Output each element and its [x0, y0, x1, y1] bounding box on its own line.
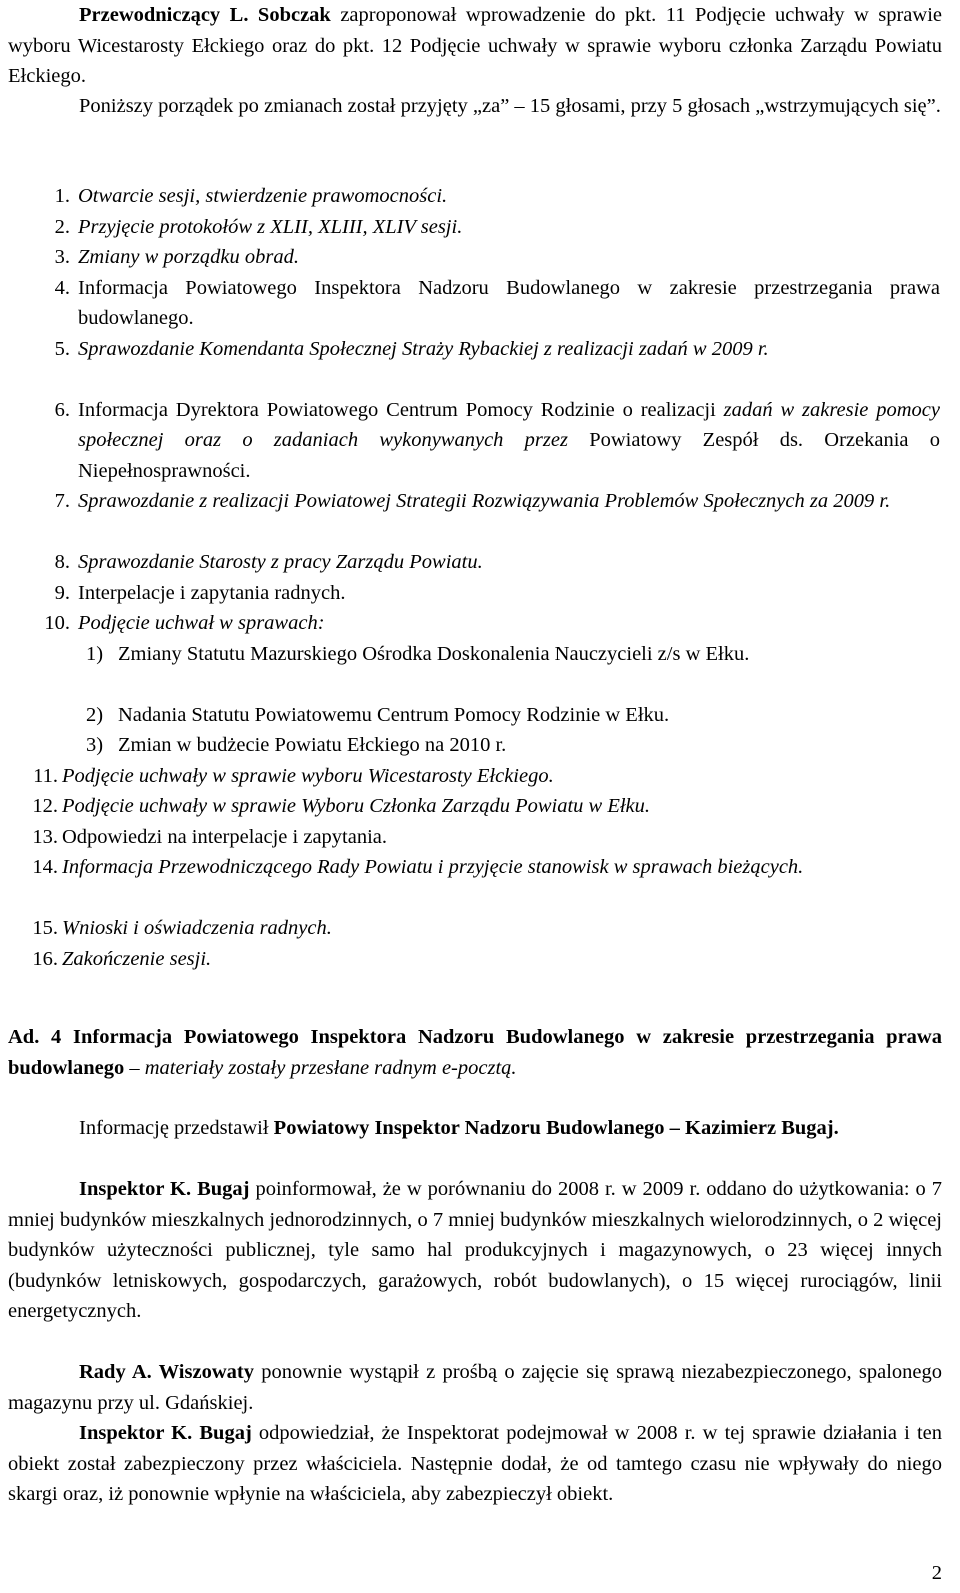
agenda-item-number: 16.: [32, 947, 58, 970]
agenda-item-text: Otwarcie sesji, stwierdzenie prawomocności.: [78, 185, 448, 207]
agenda-item: [0, 395, 942, 487]
agenda-item-text: [78, 395, 940, 487]
agenda-item-text: Podjęcie uchwał w sprawach:: [78, 612, 325, 634]
agenda-item: [0, 273, 942, 334]
speaker-sobczak: Przewodniczący L. Sobczak: [79, 4, 331, 26]
ad4-note: materiały zostały przesłane radnym e-pocztą.: [144, 1056, 517, 1079]
agenda-subitem-number: 1): [86, 642, 104, 665]
agenda-item: [0, 608, 942, 761]
wiszowaty-paragraph: [8, 1357, 942, 1418]
agenda-item-text: Informacja Powiatowego Inspektora Nadzoru Budowlanego w zakresie przestrzegania prawa budowlanego.: [78, 276, 940, 329]
presenter-lead: Informację przedstawił: [79, 1117, 274, 1139]
agenda-subitem-text: Nadania Statutu Powiatowemu Centrum Pomocy Rodzinie w Ełku.: [118, 703, 670, 726]
agenda-item-number: 10.: [44, 612, 70, 634]
agenda-item-number: 5.: [54, 337, 70, 360]
agenda-item-text: Zakończenie sesji.: [62, 947, 212, 970]
agenda-subitem: [86, 639, 940, 700]
agenda-item: [0, 944, 942, 975]
agenda-item-number: 2.: [54, 215, 70, 238]
bugaj-paragraph-2: [8, 1418, 942, 1510]
speaker-bugaj: Inspektor K. Bugaj: [79, 1422, 252, 1444]
ad4-dash: –: [124, 1056, 145, 1079]
agenda-item: [0, 181, 942, 212]
agenda-item-number: 14.: [32, 856, 58, 878]
agenda-item: [0, 547, 942, 578]
agenda-item: [0, 761, 942, 792]
page-number: 2: [931, 1562, 942, 1584]
agenda-item-text: Wnioski i oświadczenia radnych.: [62, 917, 332, 939]
agenda-item-text: Przyjęcie protokołów z XLII, XLIII, XLIV sesji.: [78, 215, 463, 238]
agenda-item-number: 6.: [54, 398, 70, 421]
wiszowaty-paragraph-text: ponownie wystąpił z prośbą o zajęcie się sprawą niezabezpieczonego, spalonego magazynu przy ul. Gdańskiej.: [8, 1361, 943, 1414]
speaker-wiszowaty: Rady A. Wiszowaty: [79, 1361, 254, 1383]
agenda-item-number: 7.: [54, 490, 70, 512]
agenda-item-text: Informacja Przewodniczącego Rady Powiatu i przyjęcie stanowisk w sprawach bieżących.: [62, 856, 804, 878]
bugaj-paragraph-2-text: odpowiedział, że Inspektorat podejmował w 2008 r. w tej sprawie działania i ten obiekt został zabezpieczony przez właściciela. Następnie dodał, że od tamtego czasu nie wpływały do niego skargi oraz, iż ponownie wpłynie na właściciela, aby zabezpieczył obiekt.: [8, 1422, 942, 1505]
agenda-subitem: [86, 700, 940, 731]
ad4-heading: Ad. 4 Informacja Powiatowego Inspektora Nadzoru Budowlanego w zakresie przestrzegania prawa budowlanego: [8, 1026, 942, 1079]
agenda-item-number: 11.: [33, 764, 58, 787]
agenda-item-number: 9.: [54, 581, 70, 604]
agenda-item-number: 3.: [54, 246, 70, 268]
agenda-item-text-part: Informacja Dyrektora Powiatowego Centrum Pomocy Rodzinie o realizacji: [78, 398, 716, 421]
agenda-item-number: 12.: [32, 795, 58, 817]
agenda-item-text-part: Powiatowy Zespół ds. Orzekania o Niepełnosprawności.: [78, 429, 941, 482]
agenda-item: [0, 822, 942, 853]
agenda-item-number: 8.: [54, 551, 70, 573]
agenda-item-text: Podjęcie uchwały w sprawie wyboru Wicestarosty Ełckiego.: [62, 764, 554, 787]
agenda-item-text: Interpelacje i zapytania radnych.: [78, 581, 346, 604]
agenda-item-text: Odpowiedzi na interpelacje i zapytania.: [62, 825, 388, 848]
presenter-paragraph: [8, 1113, 942, 1144]
bugaj-paragraph-1-text: poinformował, że w porównaniu do 2008 r. w 2009 r. oddano do użytkowania: o 7 mniej budynków mieszkalnych jednorodzinnych, o 7 mniej budynków mieszkalnych wielorodzinnych, o 2 więcej budynków użyteczności publicznej, tyle samo hal produkcyjnych i magazynowych, o 23 więcej innych (budynków letniskowych, gospodarczych, garażowych, robót budowlanych), o 15 więcej rurociągów, linii energetycznych.: [8, 1178, 942, 1322]
agenda-item-number: 1.: [54, 185, 70, 207]
intro-paragraph-1-text: zaproponował wprowadzenie do pkt. 11 Podjęcie uchwały w sprawie wyboru Wicestarosty Ełckiego oraz do pkt. 12 Podjęcie uchwały w sprawie wyboru członka Zarządu Powiatu Ełckiego.: [8, 4, 942, 87]
presenter-name: Powiatowy Inspektor Nadzoru Budowlanego – Kazimierz Bugaj.: [273, 1117, 839, 1139]
intro-paragraph-2: Poniższy porządek po zmianach został przyjęty „za” – 15 głosami, przy 5 głosach „wstrzymujących się”.: [79, 95, 941, 117]
agenda-item-text: Sprawozdanie Komendanta Społecznej Straży Rybackiej z realizacji zadań w 2009 r.: [78, 337, 769, 360]
agenda-list: [0, 181, 942, 974]
agenda-subitem-text: Zmian w budżecie Powiatu Ełckiego na 2010 r.: [118, 734, 507, 756]
agenda-subitem: [86, 730, 940, 761]
agenda-subitem-text: Zmiany Statutu Mazurskiego Ośrodka Doskonalenia Nauczycieli z/s w Ełku.: [118, 642, 750, 665]
agenda-item: [0, 486, 942, 547]
agenda-item-number: 13.: [32, 825, 58, 848]
agenda-item-text: Sprawozdanie z realizacji Powiatowej Strategii Rozwiązywania Problemów Społecznych za 2009 r.: [78, 490, 891, 512]
intro-paragraph-1: [8, 0, 942, 92]
agenda-item: [0, 212, 942, 243]
agenda-item: [0, 913, 942, 944]
speaker-bugaj: Inspektor K. Bugaj: [79, 1178, 250, 1200]
agenda-subitem-number: 3): [86, 734, 104, 756]
agenda-item: [0, 334, 942, 395]
agenda-item-text: Zmiany w porządku obrad.: [78, 246, 299, 268]
agenda-item: [0, 242, 942, 273]
agenda-item-text: Sprawozdanie Starosty z pracy Zarządu Powiatu.: [78, 551, 483, 573]
agenda-item: [0, 578, 942, 609]
agenda-item: [0, 852, 942, 913]
agenda-subitem-number: 2): [86, 703, 104, 726]
ad4-paragraph: [8, 1022, 942, 1083]
agenda-item-text-part: zadań w zakresie pomocy społecznej oraz o zadaniach wykonywanych przez: [78, 398, 940, 451]
agenda-item-number: 4.: [54, 276, 70, 299]
agenda-item-text: Podjęcie uchwały w sprawie Wyboru Członka Zarządu Powiatu w Ełku.: [62, 795, 651, 817]
bugaj-paragraph-1: [8, 1174, 942, 1327]
agenda-item: [0, 791, 942, 822]
agenda-item-number: 15.: [32, 917, 58, 939]
